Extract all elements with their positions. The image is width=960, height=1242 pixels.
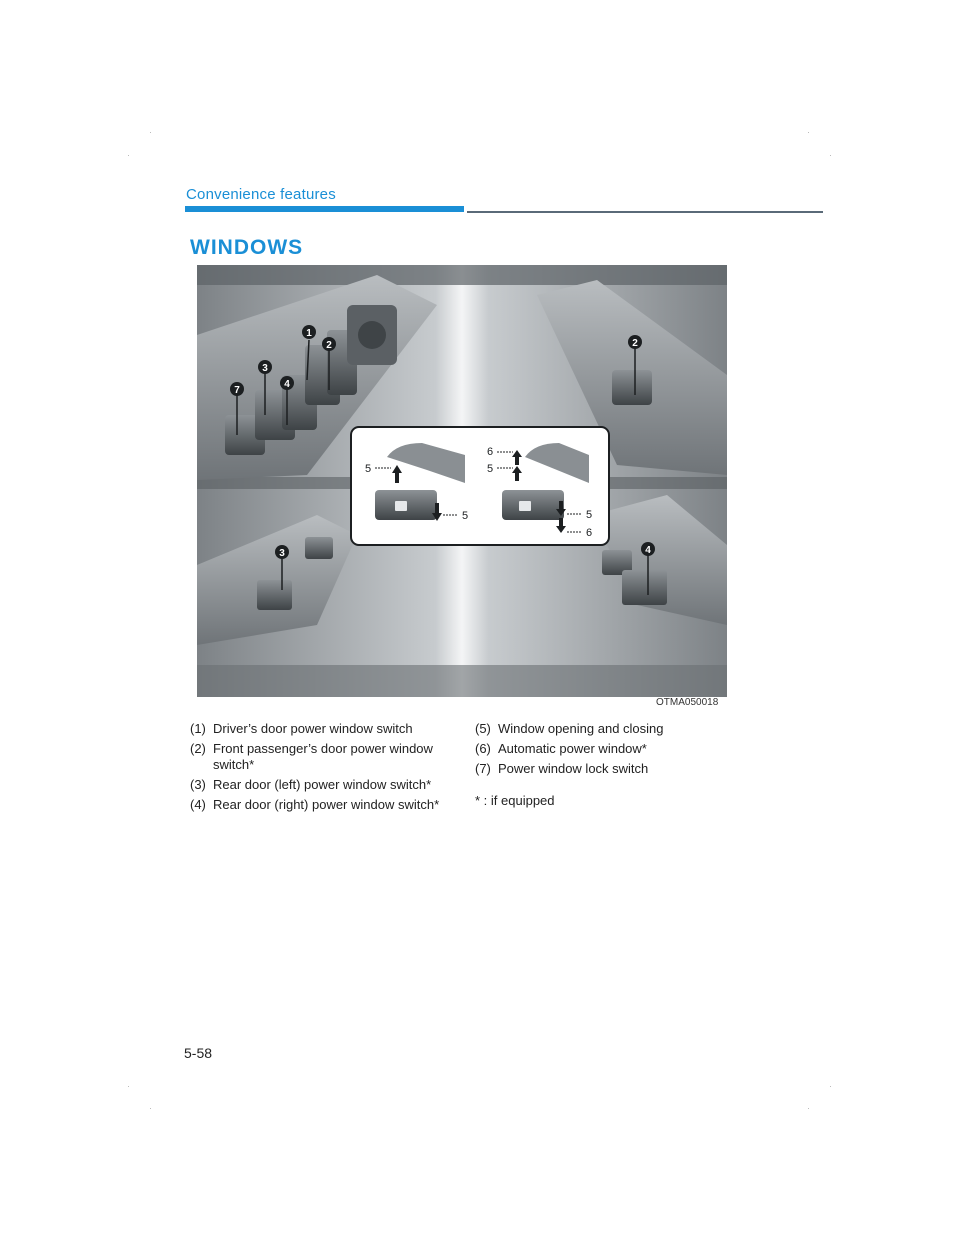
equipment-note: * : if equipped [475,793,555,808]
list-item: (6) Automatic power window* [475,741,647,756]
list-item: (2) Front passenger’s door power window switch* [190,741,433,772]
crop-mark [150,1108,151,1109]
switch-operation-inset [351,427,609,545]
callout-4: 4 [284,379,290,390]
section-title: Convenience features [186,186,336,203]
list-item: (7) Power window lock switch [475,761,649,776]
callout-1: 1 [306,328,312,339]
callout-2: 2 [326,340,332,351]
callout-2-passenger: 2 [632,338,638,349]
crop-mark [830,1086,831,1087]
list-item: (5) Window opening and closing [475,721,664,736]
legend-right [475,721,765,808]
window-switch-illustration [197,265,727,697]
legend-left [190,721,460,817]
callout-3: 3 [262,363,268,374]
page-number: 5-58 [184,1045,213,1061]
label-6-up-right: 6 [487,446,494,458]
list-item: (1) Driver’s door power window switch [190,721,413,736]
label-5-down-left: 5 [462,510,469,522]
crop-mark [128,1086,129,1087]
header-rule-accent [185,206,464,212]
callout-4-rear-right: 4 [645,545,651,556]
label-5-down-right: 5 [586,509,593,521]
callout-7: 7 [234,385,240,396]
crop-mark [150,132,151,133]
page-heading: WINDOWS [190,236,304,259]
header-rule [467,211,823,213]
label-5-up-left: 5 [365,463,372,475]
crop-mark [808,132,809,133]
figure-code: OTMA050018 [656,697,719,708]
crop-mark [808,1108,809,1109]
callout-3-rear-left: 3 [279,548,285,559]
list-item: (3) Rear door (left) power window switch* [190,777,432,792]
crop-mark [830,155,831,156]
label-6-down-right: 6 [586,527,593,539]
crop-mark [128,155,129,156]
label-5-up-right: 5 [487,463,494,475]
list-item: (4) Rear door (right) power window switch* [190,797,440,812]
